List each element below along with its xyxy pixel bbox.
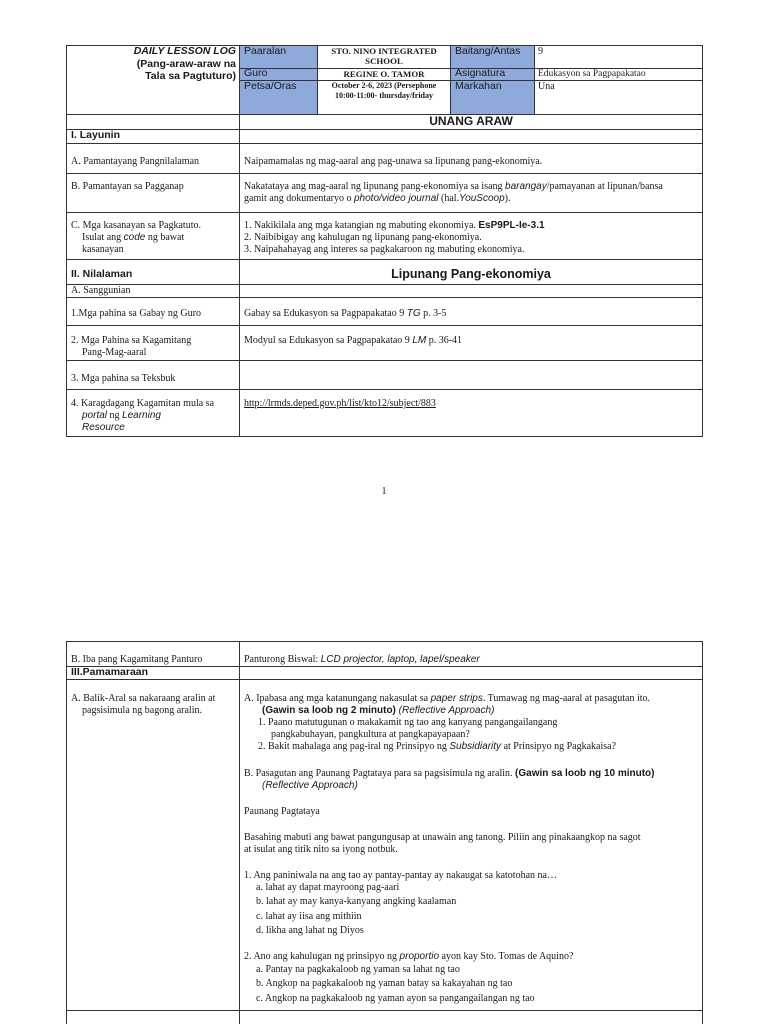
row-a-value: Naipamamalas ng mag-aaral ang pag-unawa sa lipunang pang-ekonomiya. — [244, 156, 543, 167]
text-run: (Gawin sa loob ng 10 minuto) — [515, 768, 655, 779]
row-c-label — [82, 232, 184, 244]
text-run: at Prinsipyo ng Pagkakaisa? — [501, 741, 617, 752]
row-2-value — [244, 335, 462, 347]
text-run: p. 36-41 — [426, 335, 463, 346]
text-run: . Tumawag ng mag-aaral at pasagutan ito. — [482, 693, 651, 704]
row-c-item: 2. Naibibigay ang kahulugan ng lipunang pang-ekonomiya. — [244, 232, 482, 243]
instructions: at isulat ang titik nito sa iyong notbuk. — [244, 844, 398, 855]
row-4-label: 4. Karagdagang Kagamitan mula sa — [71, 398, 215, 409]
petsa-label: Petsa/Oras — [244, 80, 297, 92]
text-run: Learning — [122, 410, 161, 421]
day-title: UNANG ARAW — [429, 114, 513, 128]
row-b-value — [244, 181, 702, 193]
text-run: Panturong Biswal: — [244, 654, 321, 665]
grid-line — [66, 325, 703, 326]
grid-line — [66, 389, 703, 390]
quiz-item-2 — [244, 951, 573, 963]
text-run: gamit ang dokumentaryo o — [244, 193, 354, 204]
quiz-item-1: 1. Ang paniniwala na ang tao ay pantay-pantay ay nakaugat sa katotohan na… — [244, 870, 557, 881]
text-run: Isulat ang — [82, 232, 124, 243]
row-c-label: kasanayan — [82, 244, 124, 255]
text-run: Modyul sa Edukasyon sa Pagpapakatao 9 — [244, 335, 413, 346]
petsa-value: October 2-6, 2023 (Persephone — [331, 81, 437, 90]
grid-line — [66, 641, 67, 1024]
paaralan-value: STO. NINO INTEGRATED SCHOOL — [331, 46, 437, 66]
grid-line — [66, 436, 703, 437]
section-pamamaraan: III.Pamamaraan — [71, 666, 149, 678]
text-run: 2. Ano ang kahulugan ng prinsipyo ng — [244, 951, 400, 962]
grid-line — [702, 45, 703, 437]
asignatura-value: Edukasyon sa Pagpapakatao — [538, 69, 646, 79]
text-run: proportio — [399, 951, 440, 962]
paaralan-label: Paaralan — [244, 45, 287, 57]
guro-value: REGINE O. TAMOR — [343, 69, 425, 79]
text-run: (Gawin sa loob ng 2 minuto) — [262, 705, 396, 716]
quiz-option: a. lahat ay dapat mayroong pag-aari — [256, 882, 400, 893]
text-run: ayon kay Sto. Tomas de Aquino? — [439, 951, 574, 962]
baitang-label: Baitang/Antas — [455, 45, 521, 57]
text-run: 2. Bakit mahalaga ang pag-iral ng Prinsipyo ng — [258, 741, 450, 752]
grid-line — [66, 679, 703, 680]
step-b-approach: (Reflective Approach) — [262, 780, 358, 791]
quiz-option: d. likha ang lahat ng Diyos — [256, 925, 364, 936]
grid-line — [66, 45, 67, 437]
row-2-label: 2. Mga Pahina sa Kagamitang — [71, 335, 192, 346]
section-sanggunian: A. Sanggunian — [71, 285, 131, 296]
text-run: barangay — [505, 181, 547, 192]
procedure-table — [0, 630, 768, 1024]
text-run: portal — [82, 410, 108, 421]
question-1: 1. Paano matutugunan o makakamit ng tao ang kanyang pangangailangang — [258, 717, 558, 728]
asignatura-label: Asignatura — [455, 67, 506, 79]
grid-line — [702, 641, 703, 1024]
baitang-value: 9 — [538, 46, 543, 57]
text-run: LCD projector, laptop, lapel/speaker — [320, 654, 480, 665]
row-c-label: C. Mga kasanayan sa Pagkatuto. — [71, 220, 201, 231]
text-run: Nakatataya ang mag-aaral ng lipunang pang-ekonomiya sa isang — [244, 181, 506, 192]
section-layunin: I. Layunin — [71, 129, 121, 141]
row-a-label: A. Pamantayang Pangnilalaman — [71, 156, 200, 167]
grid-line — [66, 129, 703, 130]
log-subtitle: Tala sa Pagtuturo) — [145, 70, 236, 82]
text-run: 1. Nakikilala ang mga katangian ng mabuting ekonomiya. — [244, 220, 476, 231]
log-title: DAILY LESSON LOG — [133, 45, 236, 57]
grid-line — [66, 360, 703, 361]
quiz-option: c. Angkop na pagkakaloob ng yaman ayon sa pangangailangan ng tao — [256, 993, 535, 1004]
text-run: YouScoop — [459, 193, 505, 204]
grid-line — [66, 212, 703, 213]
quiz-option: b. Angkop na pagkakaloob ng yaman batay sa kakayahan ng tao — [256, 978, 513, 989]
row-a2-label: A. Balik-Aral sa nakaraang aralin at — [71, 693, 216, 704]
row-4-label — [82, 410, 161, 422]
petsa-value: 10:00-11:00- thursday/friday — [335, 91, 433, 100]
row-c-item — [244, 220, 545, 232]
text-run: /pamayanan at lipunan/bansa — [546, 181, 663, 192]
row-c-item: 3. Naipahahayag ang interes sa pagkakaroon ng mabuting ekonomiya. — [244, 244, 525, 255]
guro-label: Guro — [244, 67, 268, 79]
step-a-time — [262, 705, 494, 717]
row-4-label: Resource — [82, 422, 125, 433]
text-run: (Reflective Approach) — [395, 705, 495, 716]
grid-line — [66, 284, 703, 285]
row-3-label: 3. Mga pahina sa Teksbuk — [71, 373, 176, 384]
markahan-label: Markahan — [455, 80, 502, 92]
text-run: p. 3-5 — [420, 308, 447, 319]
row-a2-label: pagsisimula ng bagong aralin. — [82, 705, 202, 716]
grid-line — [66, 641, 703, 642]
paunang-title: Paunang Pagtataya — [244, 806, 320, 817]
text-run: B. Pasagutan ang Paunang Pagtataya para sa pagsisimula ng aralin. — [244, 768, 516, 779]
quiz-option: c. lahat ay iisa ang mithiin — [256, 911, 362, 922]
grid-line — [66, 666, 703, 667]
row-b2-label: B. Iba pang Kagamitang Panturo — [71, 654, 203, 665]
text-run: photo/video journal — [353, 193, 439, 204]
grid-line — [66, 1010, 703, 1011]
step-b — [244, 768, 655, 780]
text-run: paper strips — [430, 693, 483, 704]
text-run: ng bawat — [145, 232, 185, 243]
row-b-value — [244, 193, 511, 205]
row-2-label: Pang-Mag-aaral — [82, 347, 147, 358]
row-1-label: 1.Mga pahina sa Gabay ng Guro — [71, 308, 201, 319]
text-run: code — [123, 232, 146, 243]
text-run: LM — [412, 335, 427, 346]
page-number: 1 — [381, 486, 387, 497]
quiz-option: a. Pantay na pagkakaloob ng yaman sa lahat ng tao — [256, 964, 460, 975]
nilalaman-value: Lipunang Pang-ekonomiya — [391, 267, 551, 281]
grid-line — [239, 641, 240, 1024]
row-b2-value — [244, 654, 480, 666]
text-run: ). — [504, 193, 511, 204]
text-run: A. Ipabasa ang mga katanungang nakasulat sa — [244, 693, 431, 704]
quiz-option: b. lahat ay may kanya-kanyang angking kaalaman — [256, 896, 457, 907]
text-run: (hal. — [438, 193, 460, 204]
resource-link[interactable]: http://lrmds.deped.gov.ph/list/kto12/subject/883 — [244, 398, 436, 409]
step-a — [244, 693, 650, 705]
row-b-label: B. Pamantayan sa Pagganap — [71, 181, 184, 192]
section-nilalaman: II. Nilalaman — [71, 268, 133, 280]
row-1-value — [244, 308, 446, 320]
markahan-value: Una — [538, 81, 555, 92]
question-1: pangkabuhayan, pangkultura at pangkapayapaan? — [271, 729, 470, 740]
question-2 — [258, 741, 616, 753]
text-run: TG — [406, 308, 421, 319]
grid-line — [66, 297, 703, 298]
grid-line — [66, 259, 703, 260]
text-run: Gabay sa Edukasyon sa Pagpapakatao 9 — [244, 308, 407, 319]
lesson-log-table — [0, 0, 768, 480]
grid-line — [66, 143, 703, 144]
text-run: ng — [107, 410, 123, 421]
instructions: Basahing mabuti ang bawat pangungusap at unawain ang tanong. Piliin ang pinakaangkop na sagot — [244, 832, 641, 843]
text-run: Subsidiarity — [449, 741, 502, 752]
grid-line — [66, 173, 703, 174]
competency-code: EsP9PL-Ie-3.1 — [478, 220, 545, 231]
grid-line — [239, 45, 240, 437]
log-subtitle: (Pang-araw-araw na — [136, 58, 236, 70]
